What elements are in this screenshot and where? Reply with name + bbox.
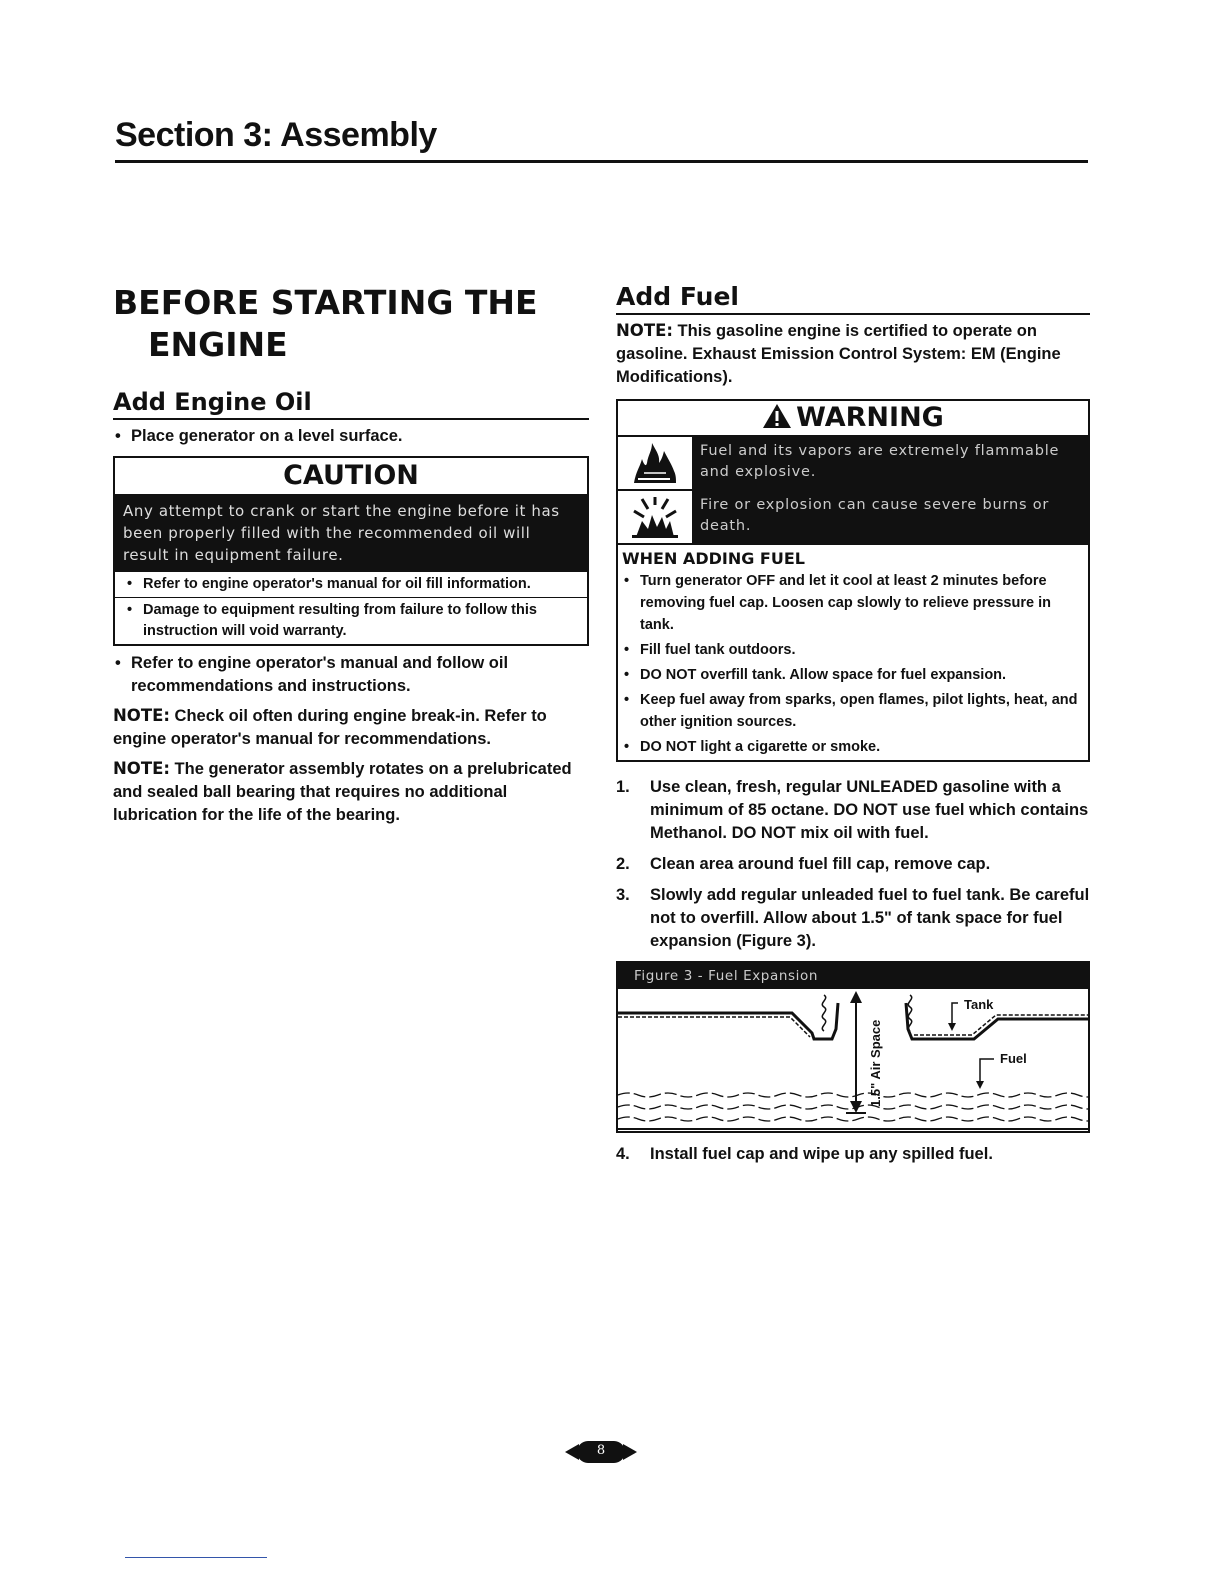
fuel-note (616, 319, 1090, 389)
fire-icon (618, 437, 694, 489)
step-2 (616, 853, 1090, 876)
warning-row-explosion (618, 491, 1088, 545)
note-text: Check oil often during engine break-in. Refer to engine operator's manual for recommendations. (113, 707, 547, 748)
fuel-steps-continued (616, 1143, 1090, 1166)
main-heading (113, 282, 589, 366)
warning-item-2: • Fill fuel tank outdoors. (618, 638, 1088, 663)
note-label: NOTE: (113, 759, 170, 778)
main-heading-line2: ENGINE (148, 325, 288, 364)
step-number: 2. (616, 855, 630, 873)
note-text: The generator assembly rotates on a prelubricated and sealed ball bearing that requires no additional lubrication for the life of the bearing. (113, 760, 572, 824)
step-1 (616, 776, 1090, 845)
warning-row-fire (618, 437, 1088, 491)
warning-message-explosion: Fire or explosion can cause severe burns or death. (694, 491, 1088, 543)
figure-caption: Figure 3 - Fuel Expansion (618, 963, 1088, 989)
main-heading-line1: BEFORE STARTING THE (113, 283, 538, 322)
note-bearing (113, 757, 589, 827)
step-number: 1. (616, 778, 630, 796)
fuel-label: Fuel (1000, 1051, 1027, 1066)
when-adding-fuel-heading: WHEN ADDING FUEL (622, 549, 805, 568)
left-column (113, 282, 589, 827)
caution-title: CAUTION (115, 458, 587, 496)
note-break-in (113, 704, 589, 751)
fuel-steps (616, 776, 1090, 953)
step-text: Install fuel cap and wipe up any spilled fuel. (650, 1145, 993, 1163)
section-title: Section 3: Assembly (115, 116, 437, 154)
note-text: This gasoline engine is certified to operate on gasoline. Exhaust Emission Control System: EM (Engine Modifications). (616, 322, 1061, 386)
add-engine-oil-heading: Add Engine Oil (113, 388, 589, 420)
warning-title: WARNING (796, 402, 944, 433)
warning-message-fire: Fuel and its vapors are extremely flammable and explosive. (694, 437, 1088, 489)
step-4 (616, 1143, 1090, 1166)
caution-message: Any attempt to crank or start the engine before it has been properly filled with the recommended oil will result in equipment failure. (115, 496, 587, 572)
warning-box (616, 399, 1090, 762)
note-label: NOTE: (616, 321, 673, 340)
step-text: Use clean, fresh, regular UNLEADED gasoline with a minimum of 85 octane. DO NOT use fuel which contains Methanol. DO NOT mix oil with fuel. (650, 778, 1089, 842)
figure-fuel-expansion (616, 961, 1090, 1133)
footer-rule (125, 1557, 267, 1558)
warning-item-5: • DO NOT light a cigarette or smoke. (618, 735, 1088, 760)
warning-title-bar (618, 401, 1088, 437)
page-number: 8 (596, 1443, 606, 1458)
air-space-label: 1.5" Air Space (868, 1019, 883, 1107)
step-number: 4. (616, 1145, 630, 1163)
bullet-level-surface: • Place generator on a level surface. (113, 425, 589, 448)
note-label: NOTE: (113, 706, 170, 725)
warning-triangle-icon (762, 403, 792, 429)
step-text: Clean area around fuel fill cap, remove cap. (650, 855, 991, 873)
add-fuel-heading: Add Fuel (616, 282, 1090, 315)
explosion-icon (618, 491, 694, 543)
tank-label: Tank (964, 997, 994, 1012)
caution-item-1: • Refer to engine operator's manual for oil fill information. (115, 572, 587, 597)
warning-item-4: • Keep fuel away from sparks, open flames, pilot lights, heat, and other ignition sources. (618, 688, 1088, 735)
right-column (616, 282, 1090, 1174)
step-text: Slowly add regular unleaded fuel to fuel tank. Be careful not to overfill. Allow about 1.5" of tank space for fuel expansion (Figure 3). (650, 886, 1090, 950)
caution-item-2: • Damage to equipment resulting from failure to follow this instruction will void warranty. (115, 597, 587, 644)
bullet-oil-recommendations: • Refer to engine operator's manual and follow oil recommendations and instructions. (113, 652, 589, 698)
warning-item-1: • Turn generator OFF and let it cool at least 2 minutes before removing fuel cap. Loosen cap slowly to relieve pressure in tank. (618, 569, 1088, 638)
step-3 (616, 884, 1090, 953)
warning-item-3: • DO NOT overfill tank. Allow space for fuel expansion. (618, 663, 1088, 688)
section-rule (115, 160, 1088, 163)
fuel-expansion-diagram (618, 989, 1088, 1131)
caution-box (113, 456, 589, 646)
step-number: 3. (616, 886, 630, 904)
